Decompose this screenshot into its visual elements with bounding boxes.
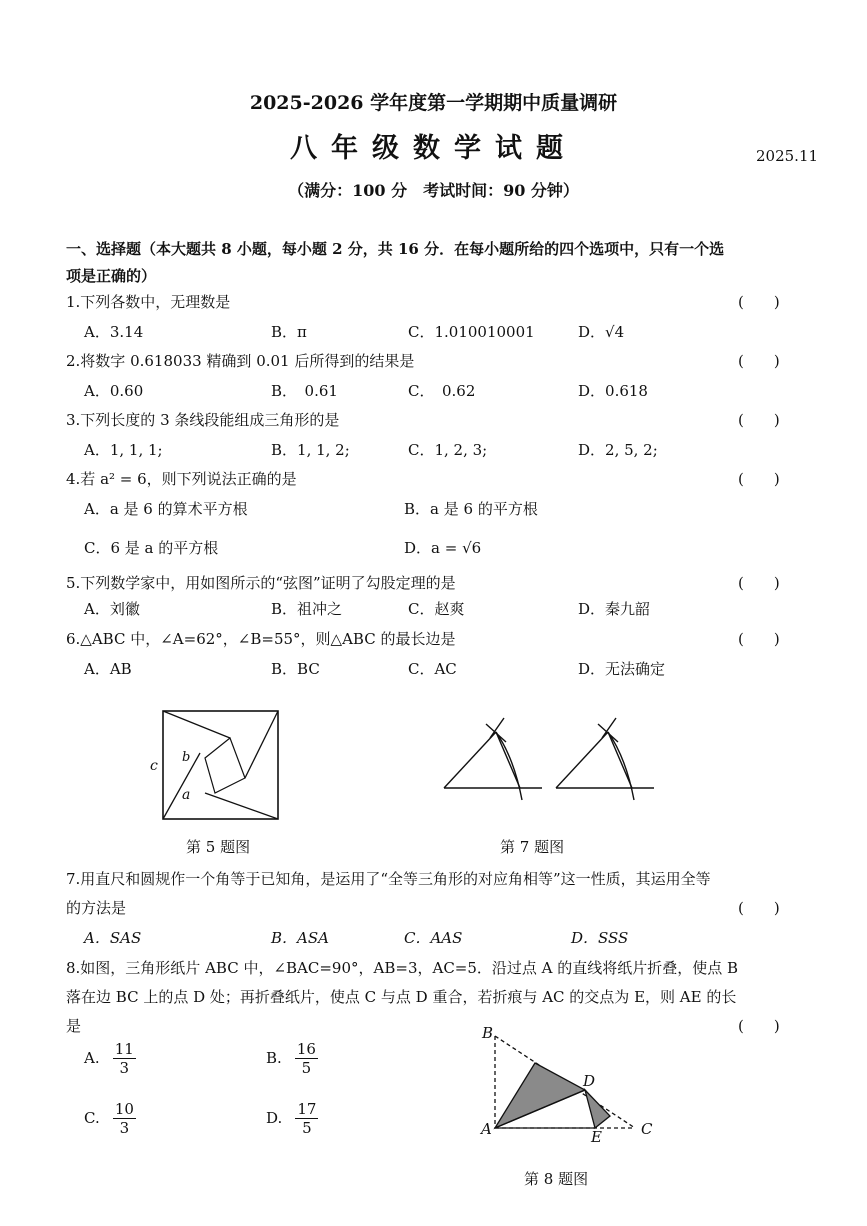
q8-option-c-numerator: 10 — [114, 1100, 134, 1118]
answer-paren-5[interactable]: ( ) — [738, 574, 780, 592]
figure-5-label-b: b — [182, 750, 191, 765]
q7-option-b[interactable]: B．ASA — [271, 929, 329, 947]
section-heading-line2: 项是正确的） — [66, 267, 157, 285]
question-7-stem-line1: 7.用直尺和圆规作一个角等于已知角，是运用了“全等三角形的对应角相等”这一性质，其运用全等 — [66, 870, 711, 888]
q2-option-b[interactable]: B． 0.61 — [271, 382, 338, 400]
figure-8-folded-triangle — [480, 1028, 653, 1138]
figure-5-caption: 第 5 题图 — [186, 838, 251, 856]
q6-option-c[interactable]: C．AC — [408, 660, 457, 678]
q4-option-d[interactable]: D．a = √6 — [404, 539, 482, 557]
q4-option-c[interactable]: C．6 是 a 的平方根 — [84, 539, 219, 557]
figure-5-label-a: a — [182, 787, 191, 803]
q1-option-b[interactable]: B．π — [271, 323, 307, 341]
figure-5-chord-diagram — [160, 708, 285, 823]
question-6-stem: 6.△ABC 中，∠A=62°，∠B=55°，则△ABC 的最长边是 — [66, 630, 456, 648]
q8-option-d[interactable] — [266, 1100, 318, 1137]
figure-8-label-C: C — [641, 1120, 653, 1138]
q8-option-c-denominator: 3 — [119, 1119, 130, 1137]
q8-option-d-fraction — [295, 1100, 318, 1137]
exam-title-line2: 八年级数学试题 — [290, 133, 577, 164]
question-1-stem: 1.下列各数中，无理数是 — [66, 293, 231, 311]
figure-8-label-B: B — [482, 1024, 494, 1042]
q8-option-d-label: D. — [266, 1109, 283, 1127]
q8-option-d-denominator: 5 — [302, 1119, 312, 1137]
exam-title-line1: 2025-2026 学年度第一学期期中质量调研 — [249, 92, 618, 114]
q8-option-a[interactable] — [84, 1040, 136, 1077]
q6-option-a[interactable]: A．AB — [84, 660, 132, 678]
answer-paren-6[interactable]: ( ) — [738, 630, 780, 648]
q6-option-d[interactable]: D．无法确定 — [578, 660, 666, 678]
figure-7-angle-construction — [440, 710, 660, 805]
q3-option-a[interactable]: A．1, 1, 1; — [84, 441, 163, 459]
figure-8-label-A: A — [481, 1120, 492, 1138]
q8-option-b-label: B. — [266, 1049, 282, 1067]
question-8-stem-line2: 落在边 BC 上的点 D 处；再折叠纸片，使点 C 与点 D 重合，若折痕与 AC 的交点为 E，则 AE 的长 — [66, 988, 737, 1006]
q2-option-a[interactable]: A．0.60 — [84, 382, 144, 400]
q7-option-a[interactable]: A．SAS — [84, 929, 142, 947]
q3-option-d[interactable]: D．2, 5, 2; — [578, 441, 658, 459]
figure-8-label-D: D — [583, 1072, 596, 1090]
question-4-stem: 4.若 a² = 6，则下列说法正确的是 — [66, 470, 297, 488]
q4-option-b[interactable]: B．a 是 6 的平方根 — [404, 500, 538, 518]
q8-option-b-denominator: 5 — [301, 1059, 312, 1077]
q3-option-c[interactable]: C．1, 2, 3; — [408, 441, 488, 459]
exam-date: 2025.11 — [756, 147, 819, 165]
q8-option-b-numerator: 16 — [296, 1040, 316, 1058]
q8-option-c[interactable] — [84, 1100, 136, 1137]
q5-option-d[interactable]: D．秦九韶 — [578, 600, 651, 618]
q8-option-d-numerator: 17 — [297, 1100, 317, 1118]
answer-paren-7[interactable]: ( ) — [738, 899, 780, 917]
q1-option-a[interactable]: A．3.14 — [84, 323, 144, 341]
answer-paren-4[interactable]: ( ) — [738, 470, 780, 488]
q7-option-c[interactable]: C．AAS — [404, 929, 463, 947]
q5-option-b[interactable]: B．祖冲之 — [271, 600, 343, 618]
q7-option-d[interactable]: D．SSS — [571, 929, 629, 947]
figure-8-label-E: E — [591, 1128, 602, 1146]
figure-8-caption: 第 8 题图 — [524, 1170, 589, 1188]
q8-option-c-fraction — [113, 1100, 136, 1137]
q8-option-a-denominator: 3 — [119, 1059, 130, 1077]
figure-5-label-c: c — [150, 758, 158, 774]
q5-option-a[interactable]: A．刘徽 — [84, 600, 140, 618]
question-7-stem-line2: 的方法是 — [66, 899, 127, 917]
figure-7-caption: 第 7 题图 — [500, 838, 565, 856]
q2-option-d[interactable]: D．0.618 — [578, 382, 648, 400]
q5-option-c[interactable]: C．赵爽 — [408, 600, 465, 618]
section-heading-line1: 一、选择题（本大题共 8 小题，每小题 2 分，共 16 分．在每小题所给的四个选项中，只有一个选 — [66, 240, 725, 258]
q8-option-b[interactable] — [266, 1040, 318, 1077]
q1-option-d[interactable]: D．√4 — [578, 323, 625, 341]
question-8-stem-line1: 8.如图，三角形纸片 ABC 中，∠BAC=90°，AB=3，AC=5．沿过点 A 的直线将纸片折叠，使点 B — [66, 959, 739, 977]
q8-option-b-fraction — [295, 1040, 318, 1077]
q1-option-c[interactable]: C．1.010010001 — [408, 323, 535, 341]
question-3-stem: 3.下列长度的 3 条线段能组成三角形的是 — [66, 411, 340, 429]
question-8-stem-line3: 是 — [66, 1017, 82, 1035]
answer-paren-2[interactable]: ( ) — [738, 352, 780, 370]
answer-paren-8[interactable]: ( ) — [738, 1017, 780, 1035]
question-5-stem: 5.下列数学家中，用如图所示的“弦图”证明了勾股定理的是 — [66, 574, 456, 592]
q8-option-c-label: C. — [84, 1109, 100, 1127]
q4-option-a[interactable]: A．a 是 6 的算术平方根 — [84, 500, 248, 518]
q8-option-a-label: A. — [84, 1049, 100, 1067]
q2-option-c[interactable]: C． 0.62 — [408, 382, 476, 400]
q8-option-a-fraction — [113, 1040, 136, 1077]
question-2-stem: 2.将数字 0.618033 精确到 0.01 后所得到的结果是 — [66, 352, 415, 370]
q6-option-b[interactable]: B．BC — [271, 660, 320, 678]
answer-paren-3[interactable]: ( ) — [738, 411, 780, 429]
q8-option-a-numerator: 11 — [114, 1040, 134, 1058]
exam-subtitle: （满分：100 分 考试时间：90 分钟） — [288, 181, 579, 200]
q3-option-b[interactable]: B．1, 1, 2; — [271, 441, 350, 459]
answer-paren-1[interactable]: ( ) — [738, 293, 780, 311]
